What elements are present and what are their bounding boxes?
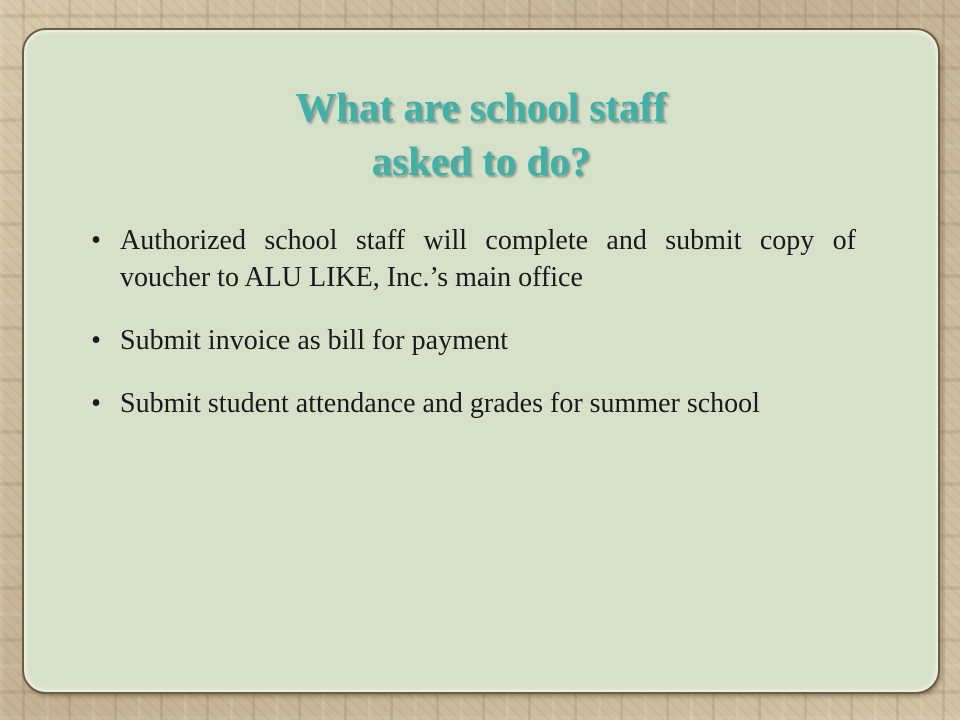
bullet-item bbox=[86, 385, 856, 422]
bullet-text: Submit student attendance and grades for summer school bbox=[120, 388, 760, 419]
bullet-dot-icon: • bbox=[91, 325, 101, 356]
bullet-dot-icon: • bbox=[91, 225, 101, 256]
bullet-text: Submit invoice as bill for payment bbox=[120, 325, 509, 356]
bullet-dot-icon: • bbox=[91, 388, 101, 419]
slide-title bbox=[26, 80, 936, 188]
bullet-item bbox=[86, 222, 856, 296]
bullet-item bbox=[86, 322, 856, 359]
bullet-list bbox=[86, 222, 856, 448]
bullet-text: Authorized school staff will complete and submit copy of voucher to ALU LIKE, Inc.’s main office bbox=[120, 225, 856, 293]
slide-title-line-1: What are school staff bbox=[295, 84, 667, 130]
slide-title-line-2: asked to do? bbox=[371, 138, 591, 184]
slide-panel bbox=[24, 30, 938, 692]
